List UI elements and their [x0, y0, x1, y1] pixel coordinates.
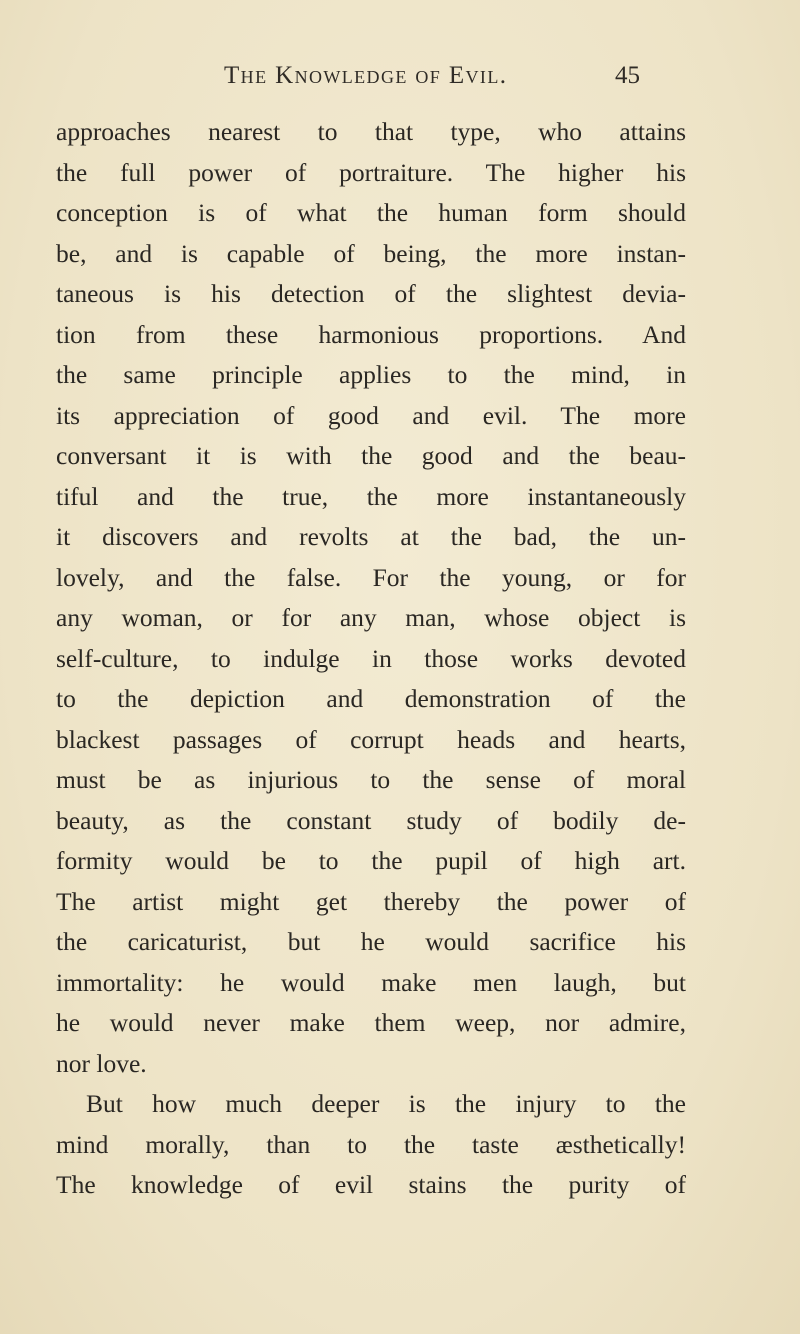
- text-line: its appreciation of good and evil. The more: [56, 400, 686, 430]
- text-line: tion from these harmonious proportions. And: [56, 319, 686, 349]
- text-line: The artist might get thereby the power of: [56, 886, 686, 916]
- text-line: the caricaturist, but he would sacrifice his: [56, 927, 686, 956]
- text-line: it discovers and revolts at the bad, the un-: [56, 522, 686, 551]
- text-line: must be as injurious to the sense of moral: [56, 765, 686, 794]
- page-number: 45: [615, 62, 640, 89]
- text-line: conception is of what the human form should: [56, 198, 686, 227]
- text-line: conversant it is with the good and the beau-: [56, 441, 686, 470]
- text-line: mind morally, than to the taste æsthetically!: [56, 1129, 686, 1159]
- text-line: But how much deeper is the injury to the: [86, 1089, 686, 1118]
- text-line: lovely, and the false. For the young, or for: [56, 562, 686, 592]
- text-line: any woman, or for any man, whose object is: [56, 603, 686, 632]
- text-line: the same principle applies to the mind, in: [56, 360, 686, 389]
- text-line: blackest passages of corrupt heads and hearts,: [56, 724, 686, 754]
- text-line: nor love.: [56, 1048, 147, 1078]
- text-line: beauty, as the constant study of bodily de-: [56, 805, 686, 835]
- text-line: The knowledge of evil stains the purity of: [56, 1170, 686, 1199]
- text-line: approaches nearest to that type, who attains: [56, 117, 686, 146]
- text-line: to the depiction and demonstration of the: [56, 684, 686, 713]
- text-line: the full power of portraiture. The higher his: [56, 157, 686, 187]
- text-line: self-culture, to indulge in those works devoted: [56, 643, 686, 673]
- text-line: taneous is his detection of the slightest devia-: [56, 279, 686, 308]
- running-head: [0, 62, 800, 102]
- text-line: formity would be to the pupil of high art.: [56, 846, 686, 875]
- text-line: tiful and the true, the more instantaneously: [56, 481, 686, 511]
- body-text: [56, 112, 686, 1206]
- text-line: be, and is capable of being, the more instan-: [56, 238, 686, 268]
- running-title: The Knowledge of Evil.: [224, 62, 508, 89]
- text-line: immortality: he would make men laugh, but: [56, 967, 686, 997]
- text-line: he would never make them weep, nor admire,: [56, 1008, 686, 1037]
